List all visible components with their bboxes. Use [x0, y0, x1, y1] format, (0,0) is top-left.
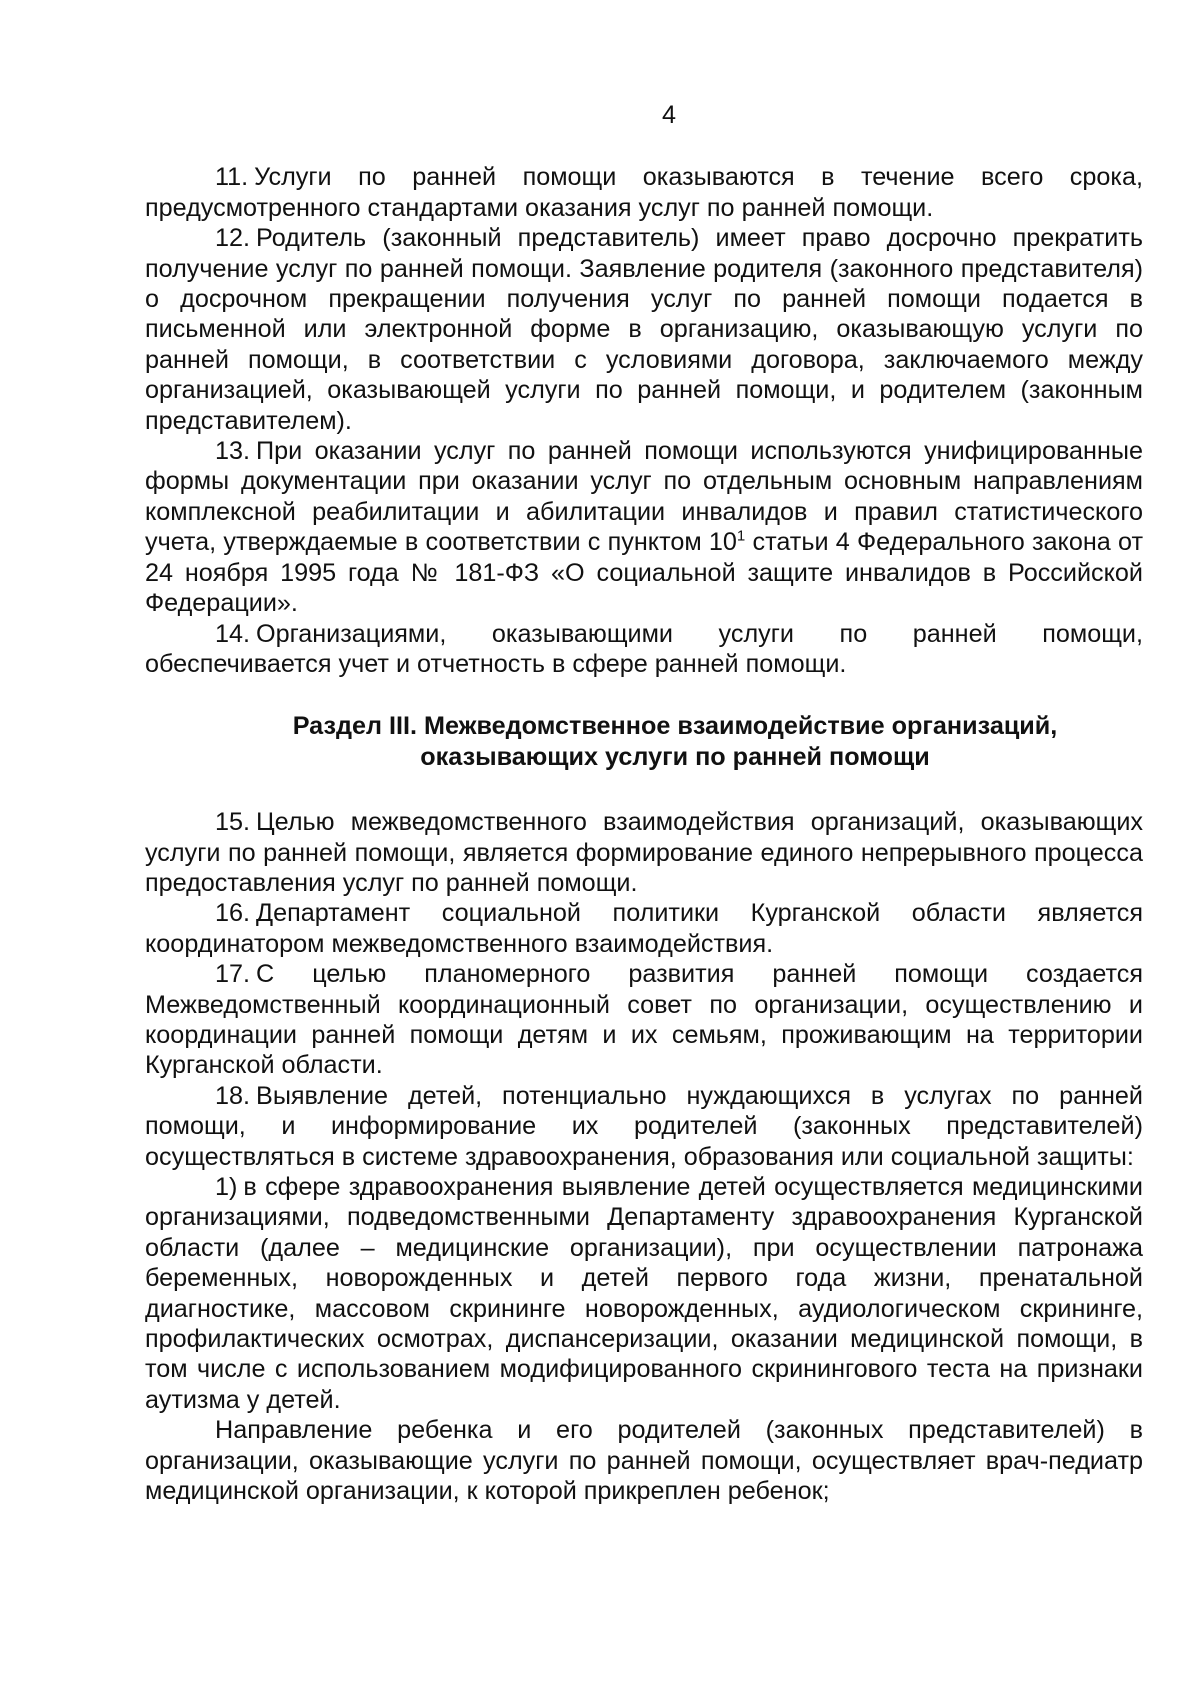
- paragraph-text: в сфере здравоохранения выявление детей осуществляется медицинскими организациями, подведомственными Департаменту здравоохранения Курганской области (далее – медицинские организации), при осуществлении патронажа беременных, новорожденных и детей первого года жизни, пренатальной диагностике, массовом скрининге новорожденных, аудиологическом скрининге, профилактических осмотрах, диспансеризации, оказании медицинской помощи, в том числе с использованием модифицированного скринингового теста на признаки аутизма у детей.: [145, 1173, 1143, 1414]
- paragraph-text: Услуги по ранней помощи оказываются в течение всего срока, предусмотренного стандартами оказания услуг по ранней помощи.: [145, 163, 1143, 222]
- paragraph-text: Родитель (законный представитель) имеет право досрочно прекратить получение услуг по ранней помощи. Заявление родителя (законного представителя) о досрочном прекращении получения услуг по ранней помощи подается в письменной или электронной форме в организацию, оказывающую услуги по ранней помощи, в соответствии с условиями договора, заключаемого между организацией, оказывающей услуги по ранней помощи, и родителем (законным представителем).: [145, 224, 1143, 435]
- section-heading-line-1: Раздел III. Межведомственное взаимодействие организаций,: [292, 712, 1058, 741]
- paragraph-11: [145, 162, 1143, 223]
- paragraph-text: С целью планомерного развития ранней помощи создается Межведомственный координационный совет по организации, осуществлению и координации ранней помощи детям и их семьям, проживающим на территории Курганской области.: [145, 960, 1143, 1080]
- paragraph-16: [145, 898, 1143, 959]
- paragraph-text: При оказании услуг по ранней помощи используются унифицированные формы документации при оказании услуг по отдельным основным направлениям комплексной реабилитации и абилитации инвалидов и правил статистического учета, утверждаемые в соответствии с пунктом 10: [145, 437, 1143, 557]
- document-page: [145, 100, 1143, 1506]
- footnote-superscript: 1: [736, 527, 746, 545]
- section-heading-line-2: оказывающих услуги по ранней помощи: [420, 742, 930, 771]
- paragraph-text: Направление ребенка и его родителей (законных представителей) в организации, оказывающие услуги по ранней помощи, осуществляет врач-педиатр медицинской организации, к которой прикреплен ребенок;: [145, 1416, 1143, 1506]
- paragraph-text-continued: статьи 4 Федерального закона от 24 ноября 1995 года № 181-ФЗ «О социальной защите инвалидов в Российской Федерации».: [145, 528, 1143, 618]
- paragraph-number: 18.: [215, 1081, 251, 1110]
- paragraph-15: [145, 807, 1143, 898]
- paragraph-text: Организациями, оказывающими услуги по ранней помощи, обеспечивается учет и отчетность в сфере ранней помощи.: [145, 619, 1143, 678]
- subparagraph-1: [145, 1172, 1143, 1415]
- paragraph-number: 14.: [215, 619, 251, 648]
- paragraph-14: [145, 619, 1143, 680]
- paragraph-text: Департамент социальной политики Курганской области является координатором межведомственного взаимодействия.: [145, 899, 1143, 958]
- paragraph-number: 16.: [215, 899, 251, 928]
- page-number: 4: [661, 101, 676, 129]
- paragraph-12: [145, 223, 1143, 436]
- paragraph-referral: [145, 1415, 1143, 1506]
- paragraph-number: 13.: [215, 437, 251, 466]
- paragraph-17: [145, 959, 1143, 1081]
- paragraph-number: 17.: [215, 960, 251, 989]
- paragraph-text: Выявление детей, потенциально нуждающихся в услугах по ранней помощи, и информирование их родителей (законных представителей) осуществляться в системе здравоохранения, образования или социальной защиты:: [145, 1081, 1143, 1171]
- paragraph-number: 12.: [215, 224, 251, 253]
- paragraph-18: [145, 1081, 1143, 1172]
- paragraph-text: Целью межведомственного взаимодействия организаций, оказывающих услуги по ранней помощи, является формирование единого непрерывного процесса предоставления услуг по ранней помощи.: [145, 808, 1143, 897]
- paragraph-13: [145, 436, 1143, 618]
- subparagraph-number: 1): [215, 1173, 238, 1201]
- section-heading: [145, 711, 1143, 772]
- paragraph-number: 11.: [215, 163, 249, 192]
- paragraph-number: 15.: [215, 808, 251, 837]
